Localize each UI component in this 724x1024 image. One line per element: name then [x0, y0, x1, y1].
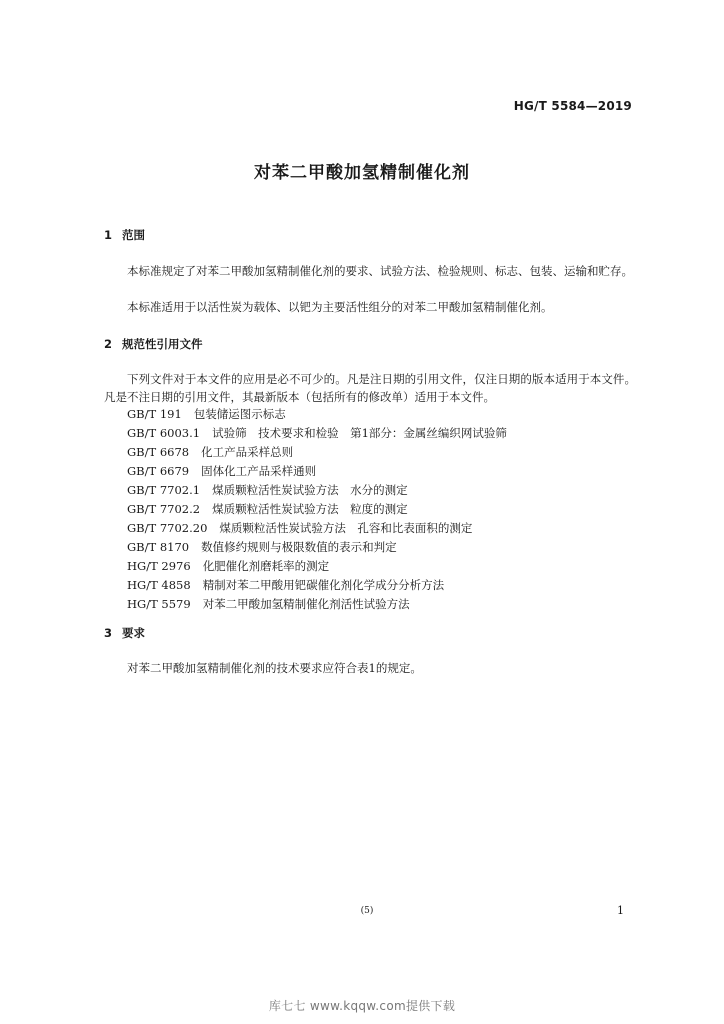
reference-item [127, 462, 507, 481]
reference-code: GB/T 191 [127, 407, 182, 421]
normative-refs-intro: 下列文件对于本文件的应用是必不可少的。凡是注日期的引用文件，仅注日期的版本适用于本文件。凡是不注日期的引用文件，其最新版本（包括所有的修改单）适用于本文件。 [104, 372, 636, 404]
section-heading-scope [104, 227, 145, 243]
reference-title: 煤质颗粒活性炭试验方法 水分的测定 [212, 483, 408, 497]
section-number: 2 [104, 337, 113, 351]
reference-code: GB/T 6003.1 [127, 426, 201, 440]
section-number: 1 [104, 228, 113, 242]
reference-title: 精制对苯二甲酸用钯碳催化剂化学成分分析方法 [202, 578, 445, 592]
reference-item [127, 538, 507, 557]
section-heading-normative-refs [104, 336, 203, 352]
section-title: 规范性引用文件 [122, 337, 203, 351]
reference-code: GB/T 7702.20 [127, 521, 208, 535]
download-watermark: 库七七 www.kqqw.com提供下载 [268, 999, 456, 1013]
document-title: 对苯二甲酸加氢精制催化剂 [254, 163, 470, 183]
reference-title: 固体化工产品采样通则 [201, 464, 317, 478]
section-heading-requirements [104, 625, 145, 641]
section-title: 范围 [122, 228, 145, 242]
page-marker: (5) [360, 906, 374, 916]
reference-item [127, 595, 507, 614]
reference-item [127, 424, 507, 443]
reference-list [127, 405, 507, 614]
reference-title: 化肥催化剂磨耗率的测定 [202, 559, 330, 573]
reference-title: 对苯二甲酸加氢精制催化剂活性试验方法 [202, 597, 410, 611]
reference-item [127, 519, 507, 538]
reference-title: 数值修约规则与极限数值的表示和判定 [201, 540, 397, 554]
requirements-paragraph-1: 对苯二甲酸加氢精制催化剂的技术要求应符合表1的规定。 [127, 661, 422, 675]
scope-paragraph-2: 本标准适用于以活性炭为载体、以钯为主要活性组分的对苯二甲酸加氢精制催化剂。 [127, 300, 553, 314]
reference-item [127, 576, 507, 595]
reference-code: GB/T 8170 [127, 540, 190, 554]
reference-code: GB/T 7702.2 [127, 502, 201, 516]
reference-title: 包装储运图示标志 [193, 407, 286, 421]
reference-item [127, 481, 507, 500]
reference-title: 试验筛 技术要求和检验 第1部分：金属丝编织网试验筛 [212, 426, 507, 440]
section-title: 要求 [122, 626, 145, 640]
reference-code: GB/T 6678 [127, 445, 190, 459]
reference-item [127, 443, 507, 462]
reference-item [127, 500, 507, 519]
scope-paragraph-1: 本标准规定了对苯二甲酸加氢精制催化剂的要求、试验方法、检验规则、标志、包装、运输和贮存。 [127, 264, 633, 278]
reference-item [127, 557, 507, 576]
reference-title: 煤质颗粒活性炭试验方法 粒度的测定 [212, 502, 408, 516]
reference-code: HG/T 4858 [127, 578, 191, 592]
reference-item [127, 405, 507, 424]
reference-code: HG/T 5579 [127, 597, 191, 611]
reference-code: GB/T 7702.1 [127, 483, 201, 497]
reference-title: 化工产品采样总则 [201, 445, 294, 459]
page-number: 1 [617, 904, 624, 917]
reference-code: HG/T 2976 [127, 559, 191, 573]
reference-code: GB/T 6679 [127, 464, 190, 478]
section-number: 3 [104, 626, 113, 640]
reference-title: 煤质颗粒活性炭试验方法 孔容和比表面积的测定 [219, 521, 473, 535]
standard-code: HG/T 5584—2019 [513, 99, 632, 113]
